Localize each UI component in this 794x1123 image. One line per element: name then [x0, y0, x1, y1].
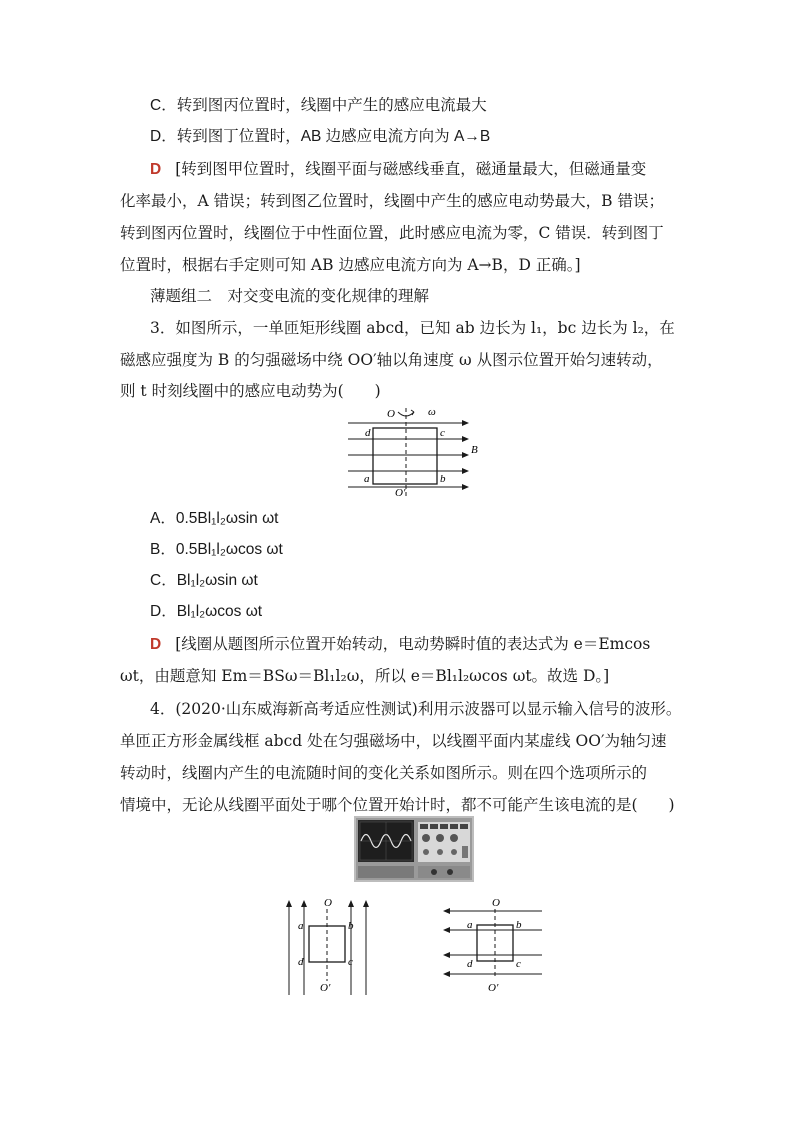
q4r-label-b: b — [516, 919, 522, 931]
q4-figure-right — [438, 895, 548, 995]
q2-option-d: D．转到图丁位置时，AB 边感应电流方向为 A→B — [150, 128, 491, 145]
q3-solution-line2: ωt，由题意知 Em＝BSω＝Bl₁l₂ω，所以 e＝Bl₁l₂ωcos ωt。故选 D。] — [120, 667, 610, 685]
oscilloscope-image — [354, 816, 474, 882]
q3-label-b: b — [440, 473, 446, 485]
q3-option-a: A．0.5Bl₁l₂ωsin ωt — [150, 510, 279, 527]
q3-line3: 则 t 时刻线圈中的感应电动势为( ) — [120, 382, 381, 400]
q3-option-d: D．Bl₁l₂ωcos ωt — [150, 603, 263, 620]
q4l-label-c: c — [348, 956, 353, 968]
q3-label-c: c — [440, 427, 445, 439]
q4r-label-d: d — [467, 958, 473, 970]
q3-option-c: C．Bl₁l₂ωsin ωt — [150, 572, 258, 589]
q4r-label-O-bottom: O′ — [488, 982, 499, 994]
q4l-label-O-top: O — [324, 897, 332, 909]
q4-line2: 单匝正方形金属线框 abcd 处在匀强磁场中，以线圈平面内某虚线 OO′为轴匀速 — [120, 732, 667, 750]
q3-label-O-bottom: O′ — [395, 487, 406, 499]
q4-figure-left — [282, 895, 382, 997]
group2-title: 薄题组二 对交变电流的变化规律的理解 — [150, 287, 430, 305]
q2-solution-line4: 位置时，根据右手定则可知 AB 边感应电流方向为 A→B，D 正确。] — [120, 256, 581, 274]
q3-option-b: B．0.5Bl₁l₂ωcos ωt — [150, 541, 283, 558]
q4l-label-d: d — [298, 956, 304, 968]
q3-solution-line1: D [线圈从题图所示位置开始转动，电动势瞬时值的表达式为 e＝Emcos — [150, 635, 651, 653]
q4-line1: 4．(2020·山东威海新高考适应性测试)利用示波器可以显示输入信号的波形。 — [150, 700, 682, 718]
q3-label-omega: ω — [428, 406, 436, 418]
q4-line4: 情境中，无论从线圈平面处于哪个位置开始计时，都不可能产生该电流的是( ) — [120, 796, 675, 814]
q4r-label-a: a — [467, 919, 473, 931]
q2-option-c: C．转到图丙位置时，线圈中产生的感应电流最大 — [150, 97, 487, 114]
q4-line3: 转动时，线圈内产生的电流随时间的变化关系如图所示。则在四个选项所示的 — [120, 764, 648, 782]
q4l-label-O-bottom: O′ — [320, 982, 331, 994]
q2-solution-line3: 转到图丙位置时，线圈位于中性面位置，此时感应电流为零，C 错误．转到图丁 — [120, 224, 664, 242]
q2-solution-line2: 化率最小，A 错误；转到图乙位置时，线圈中产生的感应电动势最大，B 错误； — [120, 192, 664, 210]
q2-solution-line1: D [转到图甲位置时，线圈平面与磁感线垂直，磁通量最大，但磁通量变 — [150, 160, 647, 178]
q3-label-d: d — [365, 427, 371, 439]
q3-label-a: a — [364, 473, 370, 485]
q4r-label-c: c — [516, 958, 521, 970]
q3-answer: D — [150, 636, 162, 653]
q3-line2: 磁感应强度为 B 的匀强磁场中绕 OO′轴以角速度 ω 从图示位置开始匀速转动， — [120, 351, 663, 369]
q3-label-O-top: O — [387, 408, 395, 420]
q4l-label-b: b — [348, 920, 354, 932]
q3-line1: 3．如图所示，一单匝矩形线圈 abcd，已知 ab 边长为 l₁，bc 边长为 l₂，在 — [150, 319, 675, 337]
q3-label-B: B — [471, 444, 478, 456]
q4r-label-O-top: O — [492, 897, 500, 909]
q2-answer: D — [150, 161, 162, 178]
q3-coil-figure — [340, 404, 490, 500]
q4l-label-a: a — [298, 920, 304, 932]
